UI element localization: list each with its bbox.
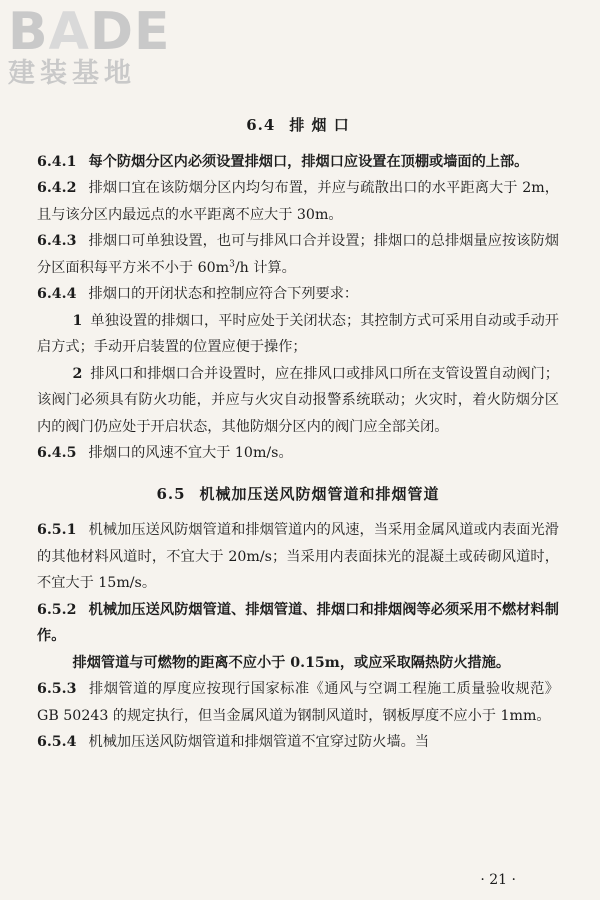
document-body bbox=[37, 112, 559, 756]
section-heading-6-5: 6.5 机械加压送风防烟管道和排烟管道 bbox=[156, 484, 440, 503]
bade-logo bbox=[8, 4, 183, 96]
logo-subtitle: 建装基地 bbox=[8, 58, 136, 89]
clause-6-4-4-item-1: 1 单独设置的排烟口，平时应处于关闭状态；其控制方式可采用自动或手动开启方式；手动开启装置的位置应便于操作； bbox=[37, 312, 559, 355]
clause-6-4-2: 6.4.2 排烟口宜在该防烟分区内均匀布置，并应与疏散出口的水平距离大于 2m，且与该分区内最远点的水平距离不应大于 30m。 bbox=[37, 180, 559, 223]
clause-6-4-4: 6.4.4 排烟口的开闭状态和控制应符合下列要求： bbox=[37, 286, 359, 302]
logo-wordmark: BADE bbox=[8, 2, 171, 62]
clause-6-4-3: 6.4.3 排烟口可单独设置，也可与排风口合并设置；排烟口的总排烟量应按该防烟分区面积每平方米不小于 $60m^3/h$ 计算。 bbox=[37, 233, 559, 276]
section-heading-6-4: 6.4 排 烟 口 bbox=[246, 116, 350, 134]
page-number: · 21 · bbox=[480, 872, 516, 888]
clause-6-4-1: 6.4.1 每个防烟分区内必须设置排烟口，排烟口应设置在顶棚或墙面的上部。 bbox=[37, 153, 529, 170]
clause-6-5-2-paragraph: 排烟管道与可燃物的距离不应小于 0.15m，或应采取隔热防火措施。 bbox=[72, 654, 511, 671]
clause-6-5-4: 6.5.4 机械加压送风防烟管道和排烟管道不宜穿过防火墙。当 bbox=[37, 734, 430, 750]
clause-6-5-1: 6.5.1 机械加压送风防烟管道和排烟管道内的风速，当采用金属风道或内表面光滑的其他材料风道时，不宜大于 20m/s；当采用内表面抹光的混凝土或砖砌风道时，不宜大于 15m/s。 bbox=[37, 522, 559, 591]
clause-6-5-2: 6.5.2 机械加压送风防烟管道、排烟管道、排烟口和排烟阀等必须采用不燃材料制作。 bbox=[37, 601, 559, 644]
clause-6-5-3: 6.5.3 排烟管道的厚度应按现行国家标准《通风与空调工程施工质量验收规范》GB 50243 的规定执行，但当金属风道为钢制风道时，钢板厚度不应小于 1mm。 bbox=[37, 681, 559, 724]
clause-6-4-5: 6.4.5 排烟口的风速不宜大于 10m/s。 bbox=[37, 445, 293, 461]
clause-6-4-4-item-2: 2 排风口和排烟口合并设置时，应在排风口或排风口所在支管设置自动阀门；该阀门必须具有防火功能，并应与火灾自动报警系统联动；火灾时，着火防烟分区内的阀门仍应处于开启状态，其他防烟分区内的阀门应全部关闭。 bbox=[37, 365, 559, 435]
